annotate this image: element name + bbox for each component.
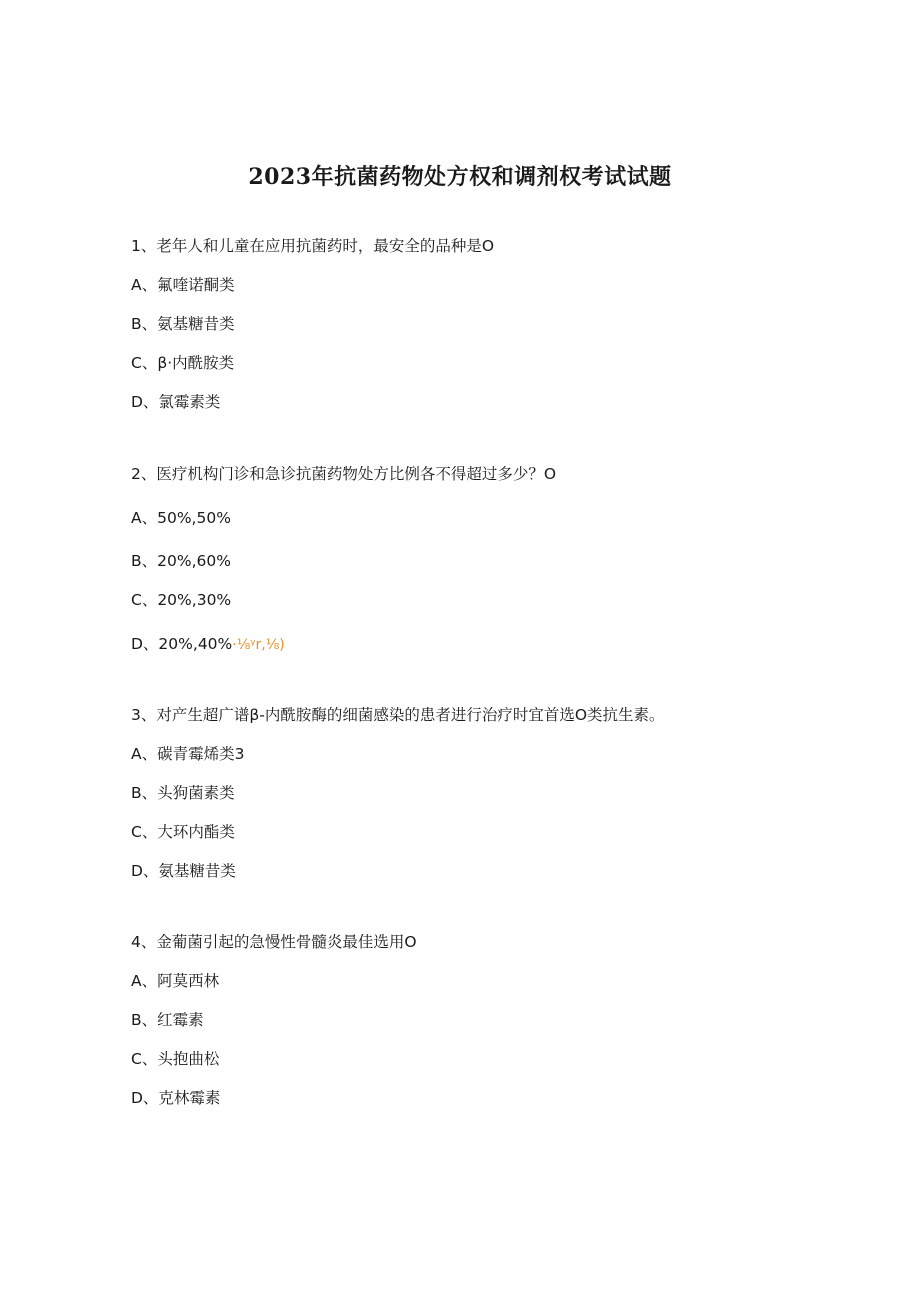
question-1-option-d: D、氯霉素类 (131, 393, 221, 411)
question-1-option-b: B、氨基糖昔类 (131, 315, 235, 333)
question-3-option-b: B、头狗菌素类 (131, 784, 235, 802)
question-2-option-b: B、20%,60% (131, 552, 231, 570)
question-3-option-d: D、氨基糖昔类 (131, 862, 236, 880)
question-2-stem: 2、医疗机构门诊和急诊抗菌药物处方比例各不得超过多少？O (131, 465, 557, 483)
question-4-option-d: D、克林霉素 (131, 1089, 221, 1107)
question-4-option-b: B、红霉素 (131, 1011, 204, 1029)
question-3-option-a: A、碳青霉烯类3 (131, 745, 245, 763)
question-3-stem: 3、对产生超广谱β-内酰胺酶的细菌感染的患者进行治疗时宜首选O类抗生素。 (131, 706, 665, 724)
question-3-option-c: C、大环内酯类 (131, 823, 235, 841)
question-1-option-c: C、β·内酰胺类 (131, 354, 235, 372)
question-2-option-d-row (131, 634, 285, 655)
question-4-stem: 4、金葡菌引起的急慢性骨髓炎最佳选用O (131, 933, 417, 951)
question-1-option-a: A、氟喹诺酮类 (131, 276, 235, 294)
question-4-option-c: C、头抱曲松 (131, 1050, 220, 1068)
question-1-stem: 1、老年人和儿童在应用抗菌药时，最安全的品种是O (131, 237, 495, 255)
question-4-option-a: A、阿莫西林 (131, 972, 220, 990)
question-2-option-c: C、20%,30% (131, 591, 232, 609)
question-2-option-a: A、50%,50% (131, 509, 231, 527)
stray-annotation-mark: ·⅛ᵞr,⅛) (232, 637, 285, 653)
page-title: 2023年抗菌药物处方权和调剂权考试试题 (248, 164, 672, 190)
question-2-option-d: D、20%,40% (131, 635, 233, 653)
